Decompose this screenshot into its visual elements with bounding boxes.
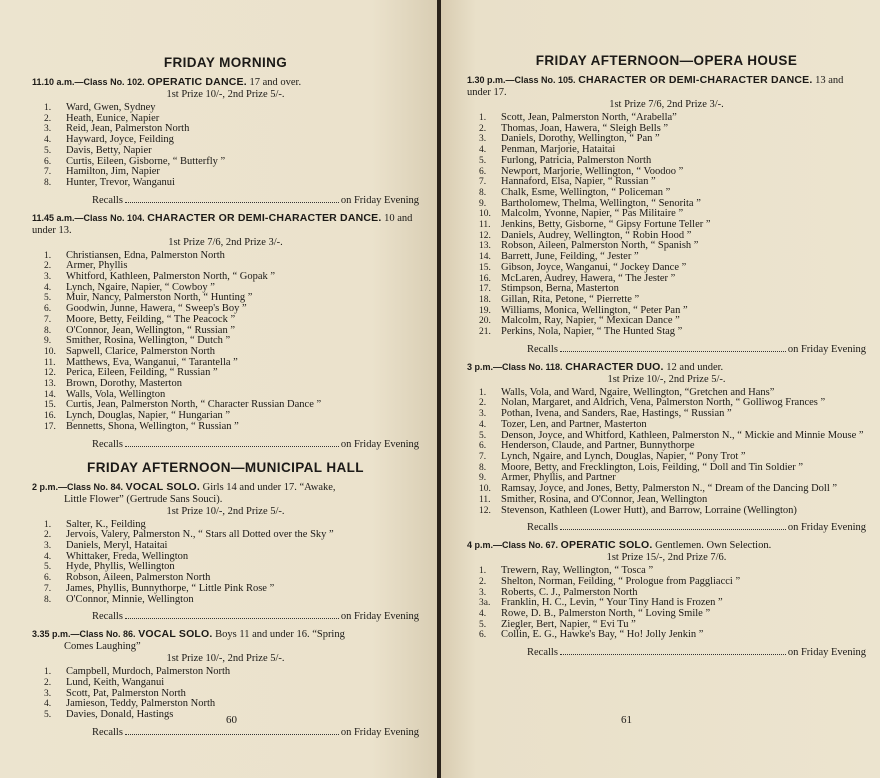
class-name: VOCAL SOLO. xyxy=(125,480,201,493)
entry-text: Denson, Joyce, and Whitford, Kathleen, Palmerston N., “ Mickie and Minnie Mouse ” xyxy=(501,429,864,441)
entry-row xyxy=(32,146,419,157)
recalls-dotted-leader xyxy=(560,654,786,655)
entry-text: Franklin, H. C., Levin, “ Your Tiny Hand is Frozen ” xyxy=(501,597,723,609)
entry-text: Gibson, Joyce, Wanganui, “ Jockey Dance ” xyxy=(501,261,687,273)
recalls-dotted-leader xyxy=(560,351,786,352)
entry-number: 16. xyxy=(479,273,491,284)
class-number: —Class No. 118. xyxy=(493,361,563,372)
entry-number: 17. xyxy=(479,284,491,295)
entry-number: 8. xyxy=(44,594,52,605)
class-number: —Class No. 86. xyxy=(70,629,136,640)
entry-list xyxy=(32,103,419,189)
entry-text: Campbell, Murdoch, Palmerston North xyxy=(66,666,231,678)
entry-text: Smither, Rosina, and O'Connor, Jean, Wellington xyxy=(501,493,708,505)
entry-number: 3. xyxy=(44,540,52,551)
class-time: 1.30 p.m. xyxy=(467,75,506,85)
entry-number: 5. xyxy=(44,562,52,573)
class-block xyxy=(32,481,419,623)
entry-text: Lund, Keith, Wanganui xyxy=(66,676,165,688)
entry-number: 7. xyxy=(44,314,52,325)
entry-number: 2. xyxy=(479,123,487,134)
class-time: 3.35 p.m. xyxy=(32,629,71,640)
prize-line: 1st Prize 7/6, 2nd Prize 3/-. xyxy=(168,236,283,248)
recalls-dotted-leader xyxy=(125,618,339,619)
recalls-line xyxy=(32,611,419,622)
entry-number: 3. xyxy=(479,587,487,598)
entry-number: 1. xyxy=(479,113,487,123)
prize-line: 1st Prize 10/-, 2nd Prize 5/-. xyxy=(607,373,726,385)
entry-text: Lynch, Douglas, Napier, “ Hungarian ” xyxy=(66,410,231,422)
class-condition: Gentlemen. Own Selection. xyxy=(655,540,772,552)
entry-text: Heath, Eunice, Napier xyxy=(66,112,160,124)
entry-number: 3a. xyxy=(479,598,491,609)
entry-text: Malcolm, Yvonne, Napier, “ Pas Militaire ” xyxy=(501,208,684,220)
class-heading xyxy=(467,361,866,374)
class-time: 4 p.m. xyxy=(467,540,494,551)
entry-text: Reid, Jean, Palmerston North xyxy=(66,123,190,135)
class-number: —Class No. 105. xyxy=(505,75,576,85)
entry-number: 6. xyxy=(44,304,52,315)
class-condition: 13 and under 17. xyxy=(467,75,844,98)
recalls-line xyxy=(32,195,419,206)
recalls-label: Recalls xyxy=(92,726,123,738)
entry-text: Daniels, Audrey, Wellington, “ Robin Hood ” xyxy=(501,229,692,241)
recalls-label: Recalls xyxy=(527,647,558,659)
entry-text: Stevenson, Kathleen (Lower Hutt), and Barrow, Lorraine (Wellington) xyxy=(501,504,797,516)
class-condition: Girls 14 and under 17. “Awake, xyxy=(202,481,336,493)
entry-list xyxy=(32,667,419,721)
class-name: CHARACTER OR DEMI-CHARACTER DANCE. xyxy=(147,211,382,224)
entry-text: McLaren, Audrey, Hawera, “ The Jester ” xyxy=(501,272,676,284)
prize-line: 1st Prize 15/-, 2nd Prize 7/6. xyxy=(606,552,727,564)
entry-number: 21. xyxy=(479,327,491,338)
entry-number: 1. xyxy=(44,103,52,113)
left-page xyxy=(0,0,437,778)
entry-text: Whittaker, Freda, Wellington xyxy=(66,550,189,562)
entry-number: 17. xyxy=(44,421,56,432)
entry-number: 14. xyxy=(44,389,56,400)
entry-number: 7. xyxy=(44,167,52,178)
recalls-when: on Friday Evening xyxy=(340,194,419,206)
entry-list xyxy=(32,251,419,433)
entry-text: Brown, Dorothy, Masterton xyxy=(66,378,182,390)
entry-text: Williams, Monica, Wellington, “ Peter Pan ” xyxy=(501,304,688,316)
entry-row xyxy=(467,577,866,588)
prize-line: 1st Prize 10/-, 2nd Prize 5/-. xyxy=(166,89,285,100)
entry-text: Matthews, Eva, Wanganui, “ Tarantella ” xyxy=(66,356,238,368)
class-condition: 10 and under 13. xyxy=(32,212,413,236)
class-block xyxy=(32,212,419,450)
entry-text: Perkins, Nola, Napier, “ The Hunted Stag ” xyxy=(501,326,683,338)
entry-text: Hyde, Phyllis, Wellington xyxy=(66,561,175,573)
entry-text: Daniels, Meryl, Hataitai xyxy=(66,539,168,551)
entry-row xyxy=(32,584,419,595)
entry-text: James, Phyllis, Bunnythorpe, “ Little Pink Rose ” xyxy=(66,582,275,594)
entry-number: 2. xyxy=(479,576,487,587)
entry-number: 3. xyxy=(479,409,487,420)
section-title-municipal-hall: FRIDAY AFTERNOON—MUNICIPAL HALL xyxy=(87,459,364,475)
entry-text: Furlong, Patricia, Palmerston North xyxy=(501,154,652,166)
entry-row xyxy=(467,495,866,506)
entry-list xyxy=(467,388,866,516)
entry-text: Hamilton, Jim, Napier xyxy=(66,166,160,178)
entry-text: Davis, Betty, Napier xyxy=(66,144,152,156)
class-condition-continued: Comes Laughing” xyxy=(64,641,141,653)
entry-text: Moore, Betty, Feilding, “ The Peacock ” xyxy=(66,313,236,325)
class-number: —Class No. 84. xyxy=(58,481,124,492)
entry-number: 5. xyxy=(44,145,52,156)
class-time: 3 p.m. xyxy=(467,361,494,372)
class-condition: 17 and over. xyxy=(249,77,302,88)
class-name: OPERATIC SOLO. xyxy=(560,539,653,552)
entry-row xyxy=(467,420,866,431)
recalls-dotted-leader xyxy=(125,446,339,447)
entry-number: 10. xyxy=(44,346,56,357)
recalls-label: Recalls xyxy=(527,343,558,355)
class-number: —Class No. 104. xyxy=(74,212,145,223)
entry-number: 2. xyxy=(44,677,52,688)
entry-text: Malcolm, Ray, Napier, “ Mexican Dance ” xyxy=(501,315,680,327)
entry-text: Walls, Vola, and Ward, Ngaire, Wellington, “Gretchen and Hans” xyxy=(501,386,775,398)
entry-number: 8. xyxy=(479,187,487,198)
entry-number: 7. xyxy=(479,451,487,462)
entry-number: 8. xyxy=(44,325,52,336)
entry-number: 5. xyxy=(479,430,487,441)
recalls-when: on Friday Evening xyxy=(787,647,866,659)
entry-row xyxy=(467,630,866,641)
entry-number: 5. xyxy=(479,155,487,166)
entry-number: 7. xyxy=(479,177,487,188)
entry-text: Pothan, Ivena, and Sanders, Rae, Hastings, “ Russian ” xyxy=(501,408,732,420)
entry-number: 15. xyxy=(479,262,491,273)
entry-number: 4. xyxy=(479,419,487,430)
entry-text: Perica, Eileen, Feilding, “ Russian ” xyxy=(66,367,218,379)
entry-text: Jenkins, Betty, Gisborne, “ Gipsy Fortune Teller ” xyxy=(501,219,711,231)
class-number: —Class No. 102. xyxy=(74,77,145,87)
entry-number: 5. xyxy=(44,293,52,304)
entry-text: Jervois, Valery, Palmerston N., “ Stars all Dotted over the Sky ” xyxy=(66,529,334,541)
entry-number: 8. xyxy=(479,462,487,473)
recalls-dotted-leader xyxy=(125,734,339,735)
entry-text: Armer, Phyllis, and Partner xyxy=(501,472,616,484)
entry-number: 11. xyxy=(479,494,491,505)
recalls-line xyxy=(467,522,866,533)
class-heading xyxy=(32,481,419,506)
entry-number: 2. xyxy=(479,398,487,409)
entry-text: Collin, E. G., Hawke's Bay, “ Ho! Jolly Jenkin ” xyxy=(501,629,704,641)
entry-number: 9. xyxy=(479,198,487,209)
entry-number: 3. xyxy=(44,688,52,699)
recalls-line xyxy=(32,727,419,738)
class-block xyxy=(32,76,419,206)
recalls-label: Recalls xyxy=(527,522,558,534)
class-time: 11.10 a.m. xyxy=(32,77,75,87)
entry-row xyxy=(467,506,866,517)
entry-text: Tozer, Len, and Partner, Masterton xyxy=(501,418,647,430)
entry-text: Roberts, C. J., Palmerston North xyxy=(501,586,638,598)
class-heading xyxy=(467,539,866,552)
entry-text: Stimpson, Berna, Masterton xyxy=(501,283,619,295)
entry-text: O'Connor, Minnie, Wellington xyxy=(66,593,194,605)
entry-number: 7. xyxy=(44,583,52,594)
left-class-list xyxy=(32,76,419,450)
page-number-left: 60 xyxy=(226,714,237,726)
entry-number: 4. xyxy=(44,135,52,146)
right-page xyxy=(441,0,880,778)
class-name: CHARACTER DUO. xyxy=(565,360,664,373)
entry-row xyxy=(467,263,866,274)
entry-text: Hayward, Joyce, Feilding xyxy=(66,134,174,146)
entry-number: 10. xyxy=(479,209,491,220)
entry-text: Trewern, Ray, Wellington, “ Tosca ” xyxy=(501,565,654,577)
entry-row xyxy=(32,595,419,606)
entry-number: 12. xyxy=(479,230,491,241)
entry-number: 1. xyxy=(44,519,52,530)
entry-number: 6. xyxy=(44,156,52,167)
class-name: CHARACTER OR DEMI-CHARACTER DANCE. xyxy=(578,74,813,86)
recalls-line xyxy=(32,439,419,450)
entry-text: Barrett, June, Feilding, “ Jester ” xyxy=(501,251,639,263)
entry-text: Moore, Betty, and Frecklington, Lois, Feilding, “ Doll and Tin Soldier ” xyxy=(501,461,804,473)
entry-text: Scott, Pat, Palmerston North xyxy=(66,687,186,699)
entry-text: Curtis, Jean, Palmerston North, “ Character Russian Dance ” xyxy=(66,399,322,411)
entry-number: 4. xyxy=(44,551,52,562)
entry-number: 16. xyxy=(44,411,56,422)
entry-text: Gillan, Rita, Petone, “ Pierrette ” xyxy=(501,293,640,305)
entry-number: 19. xyxy=(479,305,491,316)
class-block xyxy=(467,74,866,355)
entry-number: 6. xyxy=(44,573,52,584)
entry-number: 10. xyxy=(479,484,491,495)
entry-number: 1. xyxy=(479,387,487,398)
prize-line: 1st Prize 10/-, 2nd Prize 5/-. xyxy=(166,653,285,665)
entry-number: 4. xyxy=(44,282,52,293)
recalls-when: on Friday Evening xyxy=(340,611,419,623)
entry-text: Scott, Jean, Palmerston North, “Arabella” xyxy=(501,112,677,123)
entry-text: Christiansen, Edna, Palmerston North xyxy=(66,249,225,261)
entry-number: 5. xyxy=(479,619,487,630)
left-class-list-2 xyxy=(32,481,419,738)
entry-number: 9. xyxy=(44,336,52,347)
entry-text: Davies, Donald, Hastings xyxy=(66,709,174,721)
entry-number: 12. xyxy=(479,505,491,516)
entry-text: Rowe, D. B., Palmerston North, “ Loving Smile ” xyxy=(501,608,711,620)
entry-text: Hannaford, Elsa, Napier, “ Russian ” xyxy=(501,176,656,188)
entry-text: Nolan, Margaret, and Aldrich, Vena, Palmerston North, “ Golliwog Frances ” xyxy=(501,397,826,409)
entry-number: 18. xyxy=(479,294,491,305)
entry-text: Newport, Marjorie, Wellington, “ Voodoo ” xyxy=(501,165,684,177)
entry-number: 6. xyxy=(479,630,487,641)
entry-text: Penman, Marjorie, Hataitai xyxy=(501,144,616,156)
entry-text: Smither, Rosina, Wellington, “ Dutch ” xyxy=(66,335,231,347)
entry-number: 14. xyxy=(479,252,491,263)
entry-number: 8. xyxy=(44,177,52,188)
entry-number: 15. xyxy=(44,400,56,411)
entry-text: Hunter, Trevor, Wanganui xyxy=(66,176,175,188)
recalls-dotted-leader xyxy=(125,202,339,203)
entry-row xyxy=(467,327,866,338)
entry-number: 20. xyxy=(479,316,491,327)
class-condition: Boys 11 and under 16. “Spring xyxy=(215,629,345,641)
class-heading xyxy=(467,74,866,99)
entry-number: 3. xyxy=(44,124,52,135)
entry-number: 3. xyxy=(44,272,52,283)
class-number: —Class No. 67. xyxy=(493,540,559,551)
entry-text: Ziegler, Bert, Napier, “ Evi Tu ” xyxy=(501,618,636,630)
entry-number: 1. xyxy=(44,667,52,678)
entry-text: Jamieson, Teddy, Palmerston North xyxy=(66,698,216,710)
entry-number: 2. xyxy=(44,530,52,541)
class-name: OPERATIC DANCE. xyxy=(147,76,247,88)
entry-number: 3. xyxy=(479,134,487,145)
recalls-line xyxy=(467,344,866,355)
entry-number: 12. xyxy=(44,368,56,379)
entry-list xyxy=(467,113,866,338)
entry-text: Goodwin, Junne, Hawera, “ Sweep's Boy ” xyxy=(66,303,247,315)
entry-text: Curtis, Eileen, Gisborne, “ Butterfly ” xyxy=(66,155,226,167)
class-heading xyxy=(32,76,419,89)
recalls-dotted-leader xyxy=(560,529,786,530)
class-heading xyxy=(32,628,419,653)
recalls-label: Recalls xyxy=(92,194,123,206)
entry-row xyxy=(467,156,866,167)
entry-number: 6. xyxy=(479,441,487,452)
prize-line: 1st Prize 10/-, 2nd Prize 5/-. xyxy=(166,505,285,517)
entry-number: 4. xyxy=(479,145,487,156)
entry-text: Whitford, Kathleen, Palmerston North, “ Gopak ” xyxy=(66,271,276,283)
entry-number: 11. xyxy=(44,357,56,368)
recalls-label: Recalls xyxy=(92,611,123,623)
class-time: 11.45 a.m. xyxy=(32,212,75,223)
entry-number: 9. xyxy=(479,473,487,484)
entry-text: Lynch, Ngaire, and Lynch, Douglas, Napier, “ Pony Trot ” xyxy=(501,450,746,462)
entry-text: Armer, Phyllis xyxy=(66,260,128,272)
class-block xyxy=(467,361,866,533)
entry-number: 4. xyxy=(479,609,487,620)
entry-text: Ramsay, Joyce, and Jones, Betty, Palmerston N., “ Dream of the Dancing Doll ” xyxy=(501,483,838,495)
recalls-when: on Friday Evening xyxy=(787,522,866,534)
recalls-when: on Friday Evening xyxy=(340,726,419,738)
entry-number: 1. xyxy=(44,250,52,261)
class-condition-continued: Little Flower” (Gertrude Sans Souci). xyxy=(64,493,223,505)
entry-text: Ward, Gwen, Sydney xyxy=(66,102,156,113)
entry-text: Daniels, Dorothy, Wellington, “ Pan ” xyxy=(501,133,660,145)
recalls-line xyxy=(467,647,866,658)
entry-number: 13. xyxy=(479,241,491,252)
entry-text: O'Connor, Jean, Wellington, “ Russian ” xyxy=(66,324,235,336)
entry-number: 1. xyxy=(479,566,487,577)
entry-row xyxy=(32,422,419,433)
page-number-right: 61 xyxy=(621,714,632,726)
entry-text: Bennetts, Shona, Wellington, “ Russian ” xyxy=(66,420,239,432)
entry-text: Henderson, Claude, and Partner, Bunnythorpe xyxy=(501,440,695,452)
recalls-when: on Friday Evening xyxy=(340,438,419,450)
entry-text: Chalk, Esme, Wellington, “ Policeman ” xyxy=(501,186,671,198)
prize-line: 1st Prize 7/6, 2nd Prize 3/-. xyxy=(609,99,724,110)
section-title-friday-morning: FRIDAY MORNING xyxy=(163,55,288,70)
entry-number: 11. xyxy=(479,220,491,231)
entry-text: Thomas, Joan, Hawera, “ Sleigh Bells ” xyxy=(501,122,669,134)
entry-text: Robson, Aileen, Palmerston North, “ Spanish ” xyxy=(501,240,699,252)
entry-text: Walls, Vola, Wellington xyxy=(66,388,166,400)
class-heading xyxy=(32,212,419,237)
entry-text: Bartholomew, Thelma, Wellington, “ Senorita ” xyxy=(501,197,701,209)
right-class-list xyxy=(467,74,866,658)
entry-row xyxy=(32,315,419,326)
entry-text: Sapwell, Clarice, Palmerston North xyxy=(66,345,216,357)
entry-list xyxy=(467,566,866,641)
entry-number: 2. xyxy=(44,261,52,272)
section-title-opera-house: FRIDAY AFTERNOON—OPERA HOUSE xyxy=(535,53,798,68)
class-time: 2 p.m. xyxy=(32,481,59,492)
entry-text: Muir, Nancy, Palmerston North, “ Hunting ” xyxy=(66,292,253,304)
entry-number: 13. xyxy=(44,379,56,390)
entry-number: 4. xyxy=(44,699,52,710)
entry-text: Lynch, Ngaire, Napier, “ Cowboy ” xyxy=(66,281,215,293)
entry-text: Salter, K., Feilding xyxy=(66,518,146,530)
entry-text: Robson, Aileen, Palmerston North xyxy=(66,572,211,584)
entry-row xyxy=(32,678,419,689)
entry-number: 5. xyxy=(44,710,52,721)
entry-list xyxy=(32,520,419,606)
recalls-label: Recalls xyxy=(92,438,123,450)
recalls-when: on Friday Evening xyxy=(787,343,866,355)
entry-number: 6. xyxy=(479,166,487,177)
class-condition: 12 and under. xyxy=(666,361,724,373)
class-block xyxy=(467,539,866,658)
entry-text: Shelton, Norman, Feilding, “ Prologue from Paggliacci ” xyxy=(501,575,741,587)
class-name: VOCAL SOLO. xyxy=(138,628,213,641)
entry-number: 2. xyxy=(44,113,52,124)
entry-row xyxy=(32,178,419,189)
